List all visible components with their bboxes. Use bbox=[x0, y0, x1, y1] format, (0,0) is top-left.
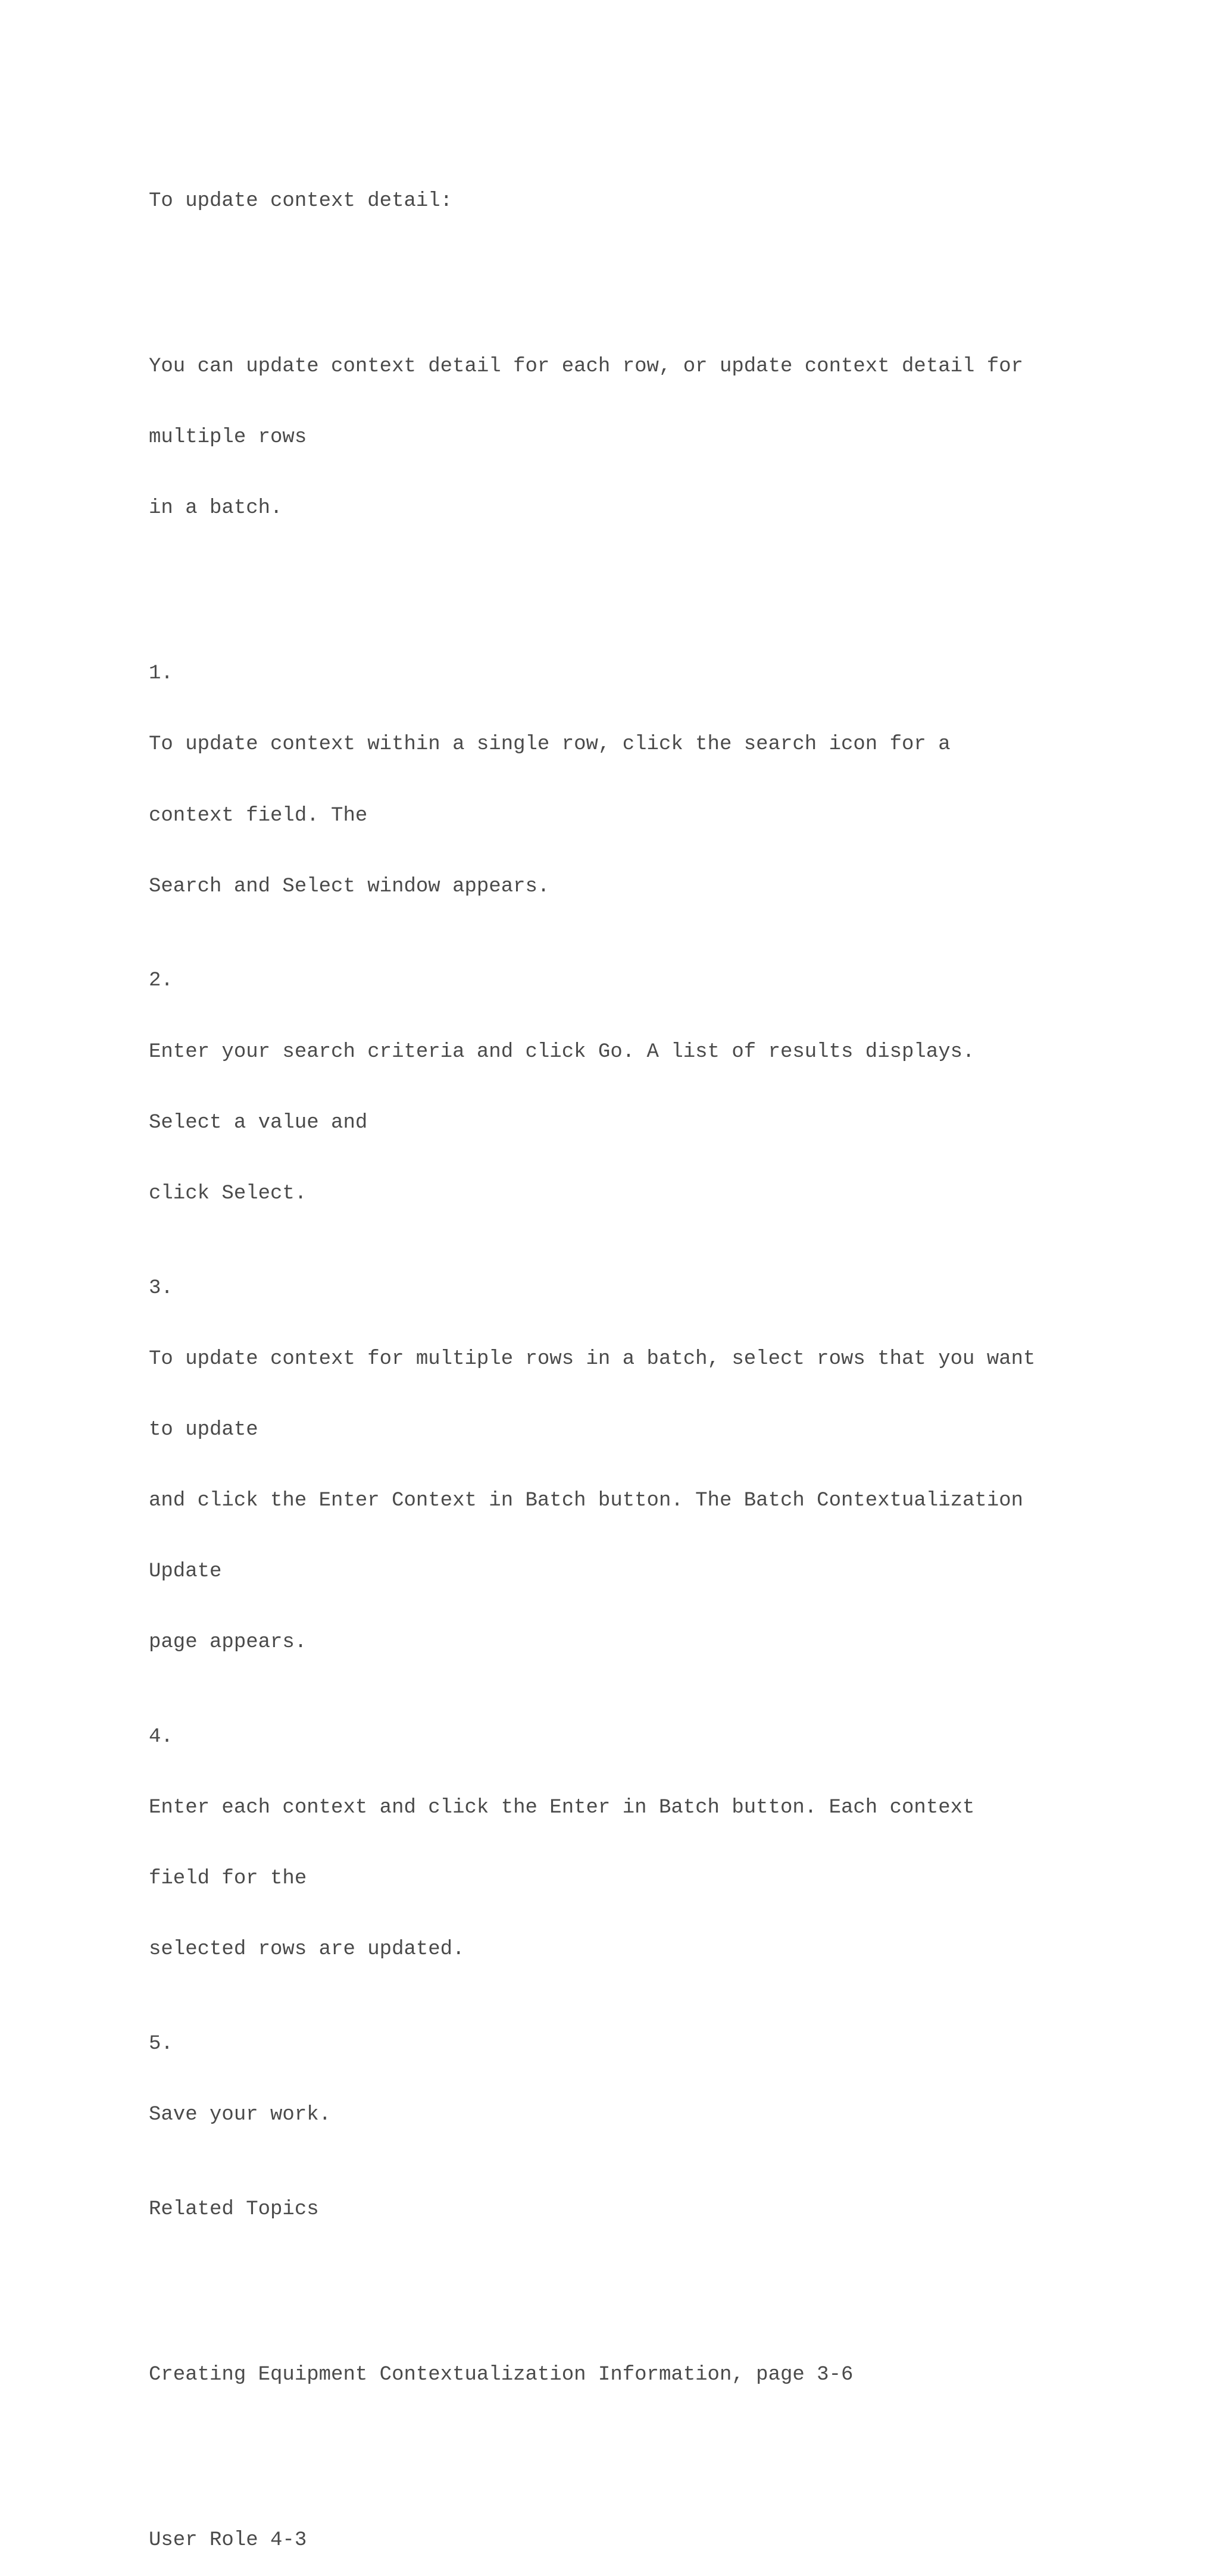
step-number: 1. bbox=[149, 662, 173, 686]
step-number: 3. bbox=[149, 1276, 173, 1300]
spacer bbox=[149, 2269, 1125, 2293]
related-topics-title: Related Topics bbox=[149, 2198, 319, 2221]
step-text: To update context within a single row, click the search icon for a bbox=[149, 733, 951, 756]
intro-line: You can update context detail for each row, or update context detail for bbox=[149, 355, 1024, 378]
intro-line: multiple rows bbox=[149, 426, 307, 449]
step-text: Update bbox=[149, 1560, 222, 1583]
step-text: Select a value and bbox=[149, 1111, 368, 1134]
step-text: to update bbox=[149, 1418, 258, 1441]
step-text: field for the bbox=[149, 1867, 307, 1890]
related-topic-link[interactable]: User Role 4-3 bbox=[149, 2528, 307, 2552]
spacer bbox=[149, 2434, 1125, 2458]
section-heading: To update context detail: bbox=[149, 190, 453, 213]
step-number: 4. bbox=[149, 1725, 173, 1748]
step-number: 2. bbox=[149, 969, 173, 993]
step-text: Enter your search criteria and click Go. A list of results displays. bbox=[149, 1040, 975, 1063]
step-text: Search and Select window appears. bbox=[149, 875, 550, 898]
step-text: click Select. bbox=[149, 1182, 307, 1205]
spacer bbox=[149, 261, 1125, 285]
step-text: page appears. bbox=[149, 1631, 307, 1654]
step-text: selected rows are updated. bbox=[149, 1938, 465, 1961]
step-text: and click the Enter Context in Batch button. The Batch Contextualization bbox=[149, 1489, 1024, 1512]
document-page bbox=[149, 143, 1125, 2576]
step-number: 5. bbox=[149, 2032, 173, 2055]
intro-line: in a batch. bbox=[149, 497, 283, 520]
step-text: Enter each context and click the Enter in Batch button. Each context bbox=[149, 1796, 975, 1819]
step-text: context field. The bbox=[149, 804, 368, 827]
step-text: To update context for multiple rows in a batch, select rows that you want bbox=[149, 1347, 1036, 1370]
related-topic-link[interactable]: Creating Equipment Contextualization Information, page 3-6 bbox=[149, 2363, 854, 2386]
step-text: Save your work. bbox=[149, 2103, 332, 2126]
spacer bbox=[149, 568, 1125, 592]
